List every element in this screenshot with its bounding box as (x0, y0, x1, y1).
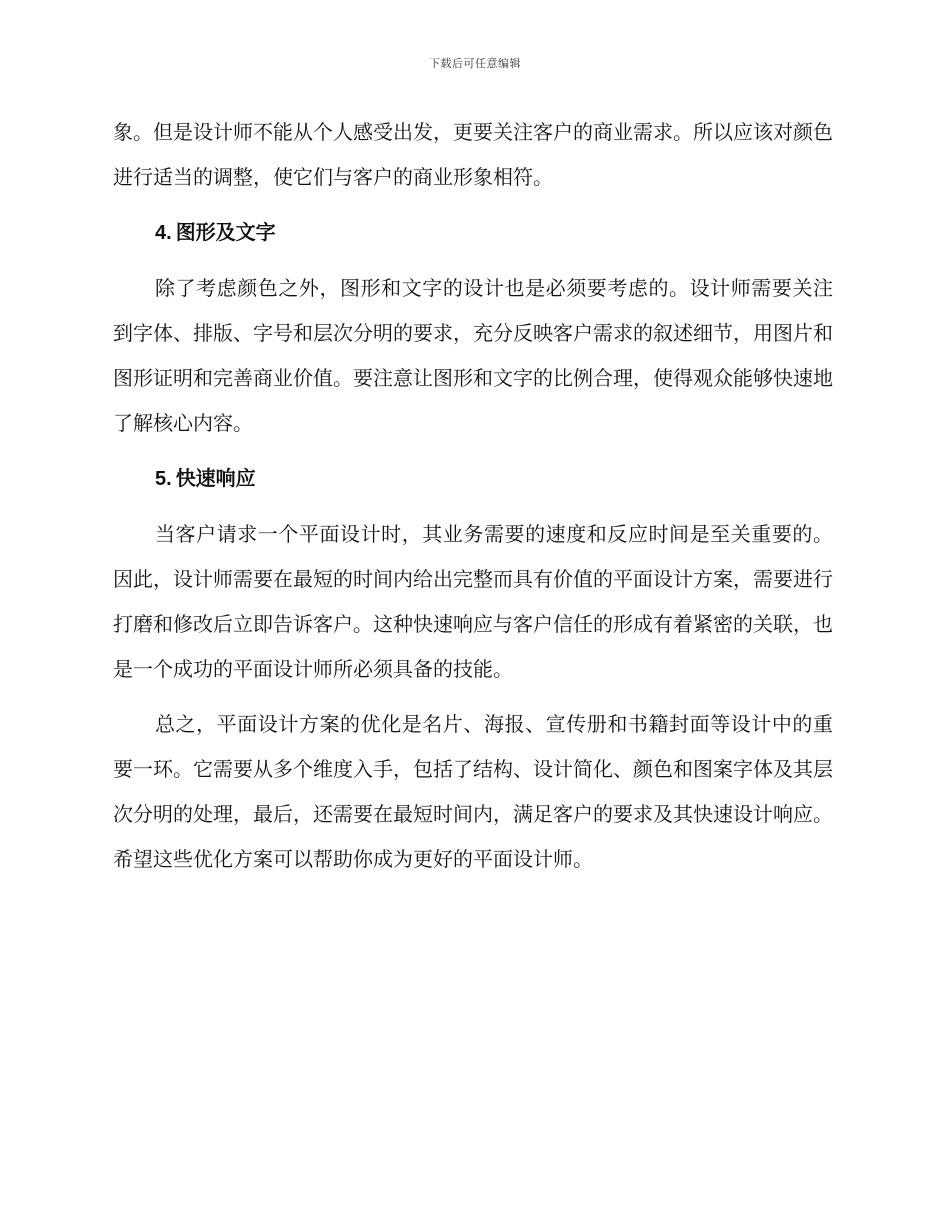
section-title-4: 图形及文字 (175, 220, 276, 244)
section-heading-5 (113, 456, 833, 502)
page-header: 下载后可任意编辑 (429, 57, 521, 70)
paragraph-continued: 象。但是设计师不能从个人感受出发，更要关注客户的商业需求。所以应该对颜色进行适当的调整，使它们与客户的商业形象相符。 (113, 120, 833, 189)
paragraph-section-5: 当客户请求一个平面设计时，其业务需要的速度和反应时间是至关重要的。因此，设计师需要在最短的时间内给出完整而具有价值的平面设计方案，需要进行打磨和修改后立即告诉客户。这种快速响应与客户信任的形成有着紧密的关联，也是一个成功的平面设计师所必须具备的技能。 (113, 522, 833, 681)
section-title-5: 快速响应 (175, 466, 256, 490)
paragraph-conclusion: 总之，平面设计方案的优化是名片、海报、宣传册和书籍封面等设计中的重要一环。它需要从多个维度入手，包括了结构、设计简化、颜色和图案字体及其层次分明的处理，最后，还需要在最短时间内，满足客户的要求及其快速设计响应。希望这些优化方案可以帮助你成为更好的平面设计师。 (113, 712, 833, 871)
section-number-4: 4. (155, 222, 172, 244)
document-body (113, 110, 833, 882)
paragraph-section-4: 除了考虑颜色之外，图形和文字的设计也是必须要考虑的。设计师需要关注到字体、排版、字号和层次分明的要求，充分反映客户需求的叙述细节，用图片和图形证明和完善商业价值。要注意让图形和文字的比例合理，使得观众能够快速地了解核心内容。 (113, 276, 833, 435)
section-heading-4 (113, 210, 833, 256)
section-number-5: 5. (155, 468, 172, 490)
